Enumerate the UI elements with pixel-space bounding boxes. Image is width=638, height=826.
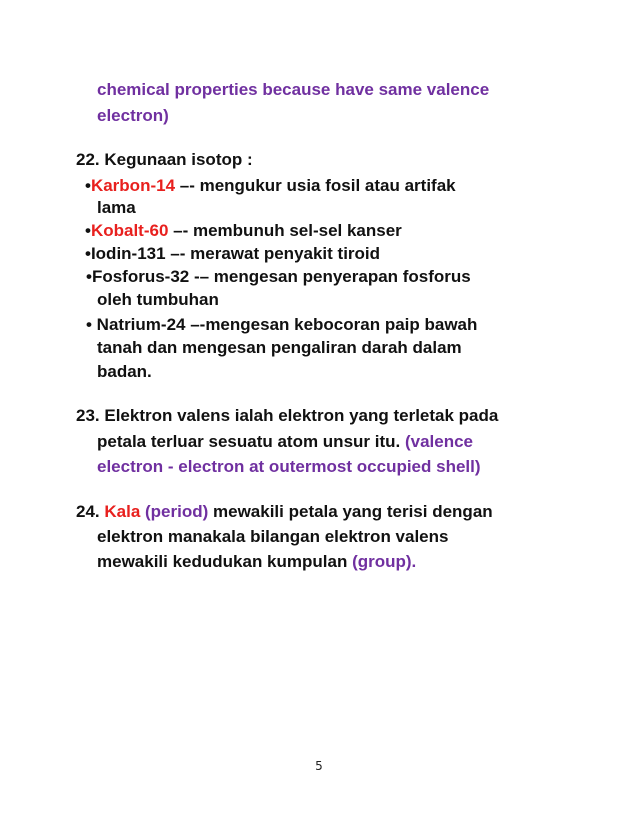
kobalt-60-desc: –- membunuh sel-sel kanser bbox=[168, 221, 402, 240]
page-number: 5 bbox=[315, 759, 323, 773]
item24-line-3 bbox=[97, 552, 416, 572]
item24-malay-text: mewakili kedudukan kumpulan bbox=[97, 552, 353, 571]
item24-number: 24. bbox=[76, 502, 105, 521]
bullet-mark: • bbox=[85, 221, 91, 240]
item22-bullet-2 bbox=[85, 221, 402, 241]
intro-line-1: chemical properties because have same valence bbox=[97, 80, 490, 99]
kala-term: Kala bbox=[104, 502, 141, 521]
karbon-14-term: Karbon-14 bbox=[90, 176, 176, 195]
item22-bullet-1-cont: lama bbox=[97, 198, 136, 217]
item22-bullet-4: •Fosforus-32 -– mengesan penyerapan fosforus bbox=[86, 267, 471, 286]
item22-bullet-4-cont: oleh tumbuhan bbox=[97, 290, 219, 309]
group-term: (group). bbox=[352, 552, 417, 571]
bullet-mark: • bbox=[85, 176, 91, 195]
item23-malay-text: petala terluar sesuatu atom unsur itu. bbox=[97, 432, 405, 451]
item24-line-1-rest: mewakili petala yang terisi dengan bbox=[208, 502, 493, 521]
item23-line-1: 23. Elektron valens ialah elektron yang terletak pada bbox=[76, 406, 499, 425]
item22-heading: 22. Kegunaan isotop : bbox=[76, 150, 253, 169]
item24-line-2: elektron manakala bilangan elektron valens bbox=[97, 527, 449, 546]
period-term: (period) bbox=[140, 502, 209, 521]
item24-line-1 bbox=[76, 502, 493, 522]
item22-bullet-1 bbox=[85, 176, 456, 196]
intro-line-2: electron) bbox=[97, 106, 169, 125]
item23-english-start: (valence bbox=[404, 432, 474, 451]
item23-line-3: electron - electron at outermost occupied shell) bbox=[97, 457, 481, 476]
item23-line-2 bbox=[97, 432, 473, 452]
item22-bullet-5: • Natrium-24 –-mengesan kebocoran paip bawah bbox=[86, 315, 478, 334]
item22-bullet-3: •Iodin-131 –- merawat penyakit tiroid bbox=[85, 244, 381, 263]
item22-bullet-5-cont-1: tanah dan mengesan pengaliran darah dalam bbox=[97, 338, 462, 357]
kobalt-60-term: Kobalt-60 bbox=[90, 221, 169, 240]
item22-bullet-5-cont-2: badan. bbox=[97, 362, 152, 381]
karbon-14-desc: –- mengukur usia fosil atau artifak bbox=[175, 176, 456, 195]
